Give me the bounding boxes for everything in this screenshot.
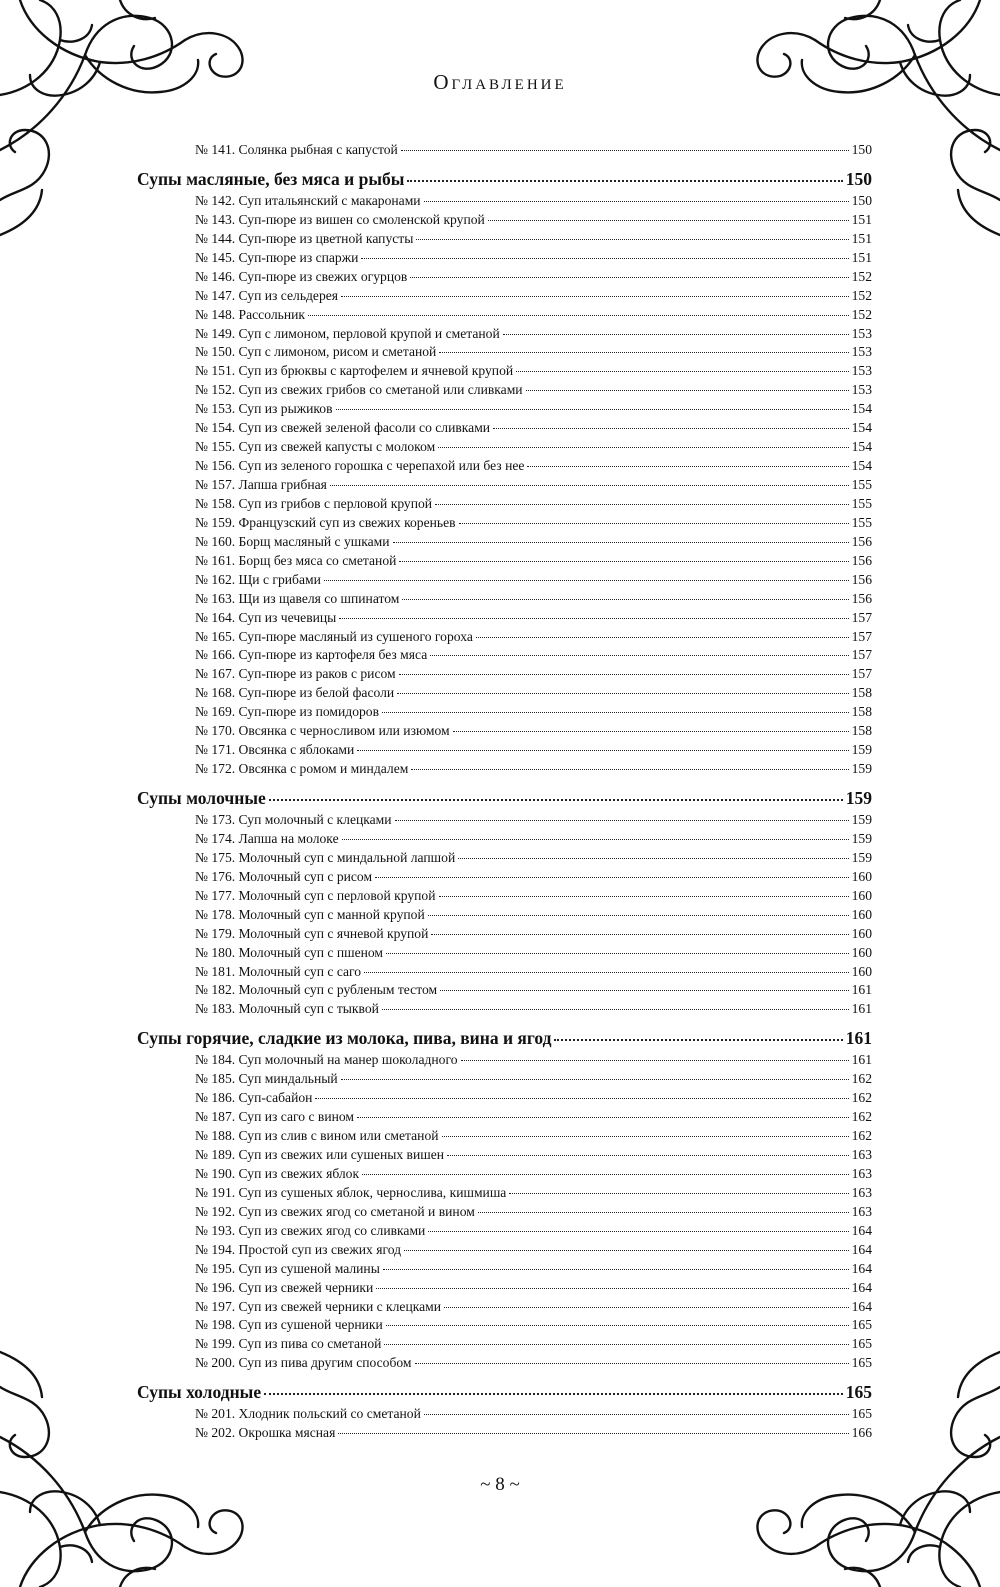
toc-page-number: 163: [851, 1184, 872, 1200]
toc-page-number: 162: [851, 1090, 872, 1106]
toc-label: № 150. Суп с лимоном, рисом и сметаной: [195, 344, 437, 360]
toc-entry[interactable]: [137, 590, 872, 609]
toc-label: № 177. Молочный суп с перловой крупой: [195, 887, 436, 903]
dot-leader: [401, 150, 849, 151]
dot-leader: [269, 799, 843, 801]
toc-entry[interactable]: [137, 362, 872, 381]
toc-page-number: 161: [851, 1052, 872, 1068]
toc-page-number: 157: [851, 609, 872, 625]
dot-leader: [404, 1250, 849, 1251]
toc-page-number: 160: [851, 906, 872, 922]
dot-leader: [399, 674, 849, 675]
dot-leader: [407, 180, 842, 182]
toc-page-number: 152: [851, 268, 872, 284]
page-title-text: Оглавление: [433, 70, 567, 94]
toc-page-number: 159: [851, 830, 872, 846]
dot-leader: [438, 447, 848, 448]
dot-leader: [264, 1393, 843, 1395]
toc-entry[interactable]: [137, 1184, 872, 1203]
dot-leader: [435, 504, 849, 505]
toc-entry[interactable]: [137, 1222, 872, 1241]
toc-entry[interactable]: [137, 1298, 872, 1317]
toc-section-heading[interactable]: [137, 785, 872, 811]
dot-leader: [442, 1136, 849, 1137]
dot-leader: [428, 915, 849, 916]
toc-entry[interactable]: [137, 1165, 872, 1184]
toc-entry[interactable]: [137, 1146, 872, 1165]
toc-entry[interactable]: [137, 419, 872, 438]
toc-page-number: 150: [845, 168, 872, 189]
toc-entry[interactable]: [137, 1108, 872, 1127]
dot-leader: [424, 201, 849, 202]
toc-page-number: 165: [851, 1406, 872, 1422]
toc-entry[interactable]: [137, 552, 872, 571]
toc-entry[interactable]: [137, 514, 872, 533]
dot-leader: [516, 371, 848, 372]
dot-leader: [384, 1344, 848, 1345]
toc-page-number: 159: [851, 849, 872, 865]
dot-leader: [397, 693, 848, 694]
dot-leader: [461, 1060, 849, 1061]
toc-page-number: 163: [851, 1147, 872, 1162]
toc-label: № 146. Суп-пюре из свежих огурцов: [195, 268, 408, 284]
toc-label: № 151. Суп из брюквы с картофелем и ячневой крупой: [195, 363, 514, 379]
toc-entry[interactable]: [137, 1241, 872, 1260]
dot-leader: [424, 1414, 849, 1415]
toc-entry[interactable]: [137, 495, 872, 514]
toc-page-number: 163: [851, 1203, 872, 1219]
dot-leader: [338, 1433, 848, 1434]
dot-leader: [447, 1155, 849, 1156]
toc-page-number: 159: [845, 788, 872, 808]
dot-leader: [339, 618, 848, 619]
toc-page-number: 162: [851, 1071, 872, 1087]
toc-label: № 171. Овсянка с яблоками: [195, 742, 355, 758]
dot-leader: [411, 769, 848, 770]
dot-leader: [308, 315, 849, 316]
dot-leader: [428, 1231, 848, 1232]
table-of-contents: [137, 141, 872, 1443]
toc-label: № 175. Молочный суп с миндальной лапшой: [195, 849, 456, 865]
dot-leader: [383, 1269, 849, 1270]
toc-entry[interactable]: [137, 1127, 872, 1146]
toc-label: № 154. Суп из свежей зеленой фасоли со сливками: [195, 420, 491, 436]
toc-page-number: 160: [851, 963, 872, 979]
toc-entry[interactable]: [137, 760, 872, 779]
toc-entry[interactable]: [137, 438, 872, 457]
toc-label: № 166. Суп-пюре из картофеля без мяса: [195, 647, 428, 663]
toc-entry[interactable]: [137, 1260, 872, 1279]
toc-entry[interactable]: [137, 703, 872, 722]
page-number: ~ 8 ~: [480, 1474, 520, 1495]
dot-leader: [476, 637, 849, 638]
toc-page-number: 159: [851, 812, 872, 827]
toc-entry[interactable]: [137, 609, 872, 628]
toc-label: № 184. Суп молочный на манер шоколадного: [195, 1052, 458, 1068]
toc-label: № 156. Суп из зеленого горошка с черепахой или без нее: [195, 458, 525, 474]
toc-label: № 200. Суп из пива другим способом: [195, 1355, 412, 1371]
toc-entry[interactable]: [137, 1051, 872, 1070]
dot-leader: [376, 1288, 848, 1289]
toc-label: № 172. Овсянка с ромом и миндалем: [195, 761, 409, 777]
toc-entry[interactable]: [137, 628, 872, 647]
toc-label: № 199. Суп из пива со сметаной: [195, 1336, 382, 1352]
toc-entry[interactable]: [137, 533, 872, 552]
dot-leader: [330, 485, 849, 486]
toc-page-number: 157: [851, 647, 872, 663]
dot-leader: [386, 1325, 849, 1326]
toc-page-number: 165: [845, 1382, 872, 1403]
toc-entry[interactable]: [137, 1203, 872, 1222]
dot-leader: [382, 712, 849, 713]
dot-leader: [431, 934, 848, 935]
dot-leader: [402, 599, 848, 600]
dot-leader: [364, 972, 849, 973]
toc-label: № 153. Суп из рыжиков: [195, 401, 333, 417]
toc-page-number: 158: [851, 723, 872, 739]
toc-entry[interactable]: [137, 325, 872, 344]
page-title: [0, 70, 1000, 95]
toc-label: № 201. Хлодник польский со сметаной: [195, 1406, 421, 1422]
toc-page-number: 156: [851, 590, 872, 606]
toc-entry[interactable]: [137, 981, 872, 1000]
toc-entry[interactable]: [137, 906, 872, 925]
dot-leader: [503, 334, 849, 335]
toc-label: № 152. Суп из свежих грибов со сметаной или сливками: [195, 382, 523, 398]
toc-entry[interactable]: [137, 868, 872, 887]
dot-leader: [361, 258, 848, 259]
toc-page-number: 154: [851, 401, 872, 417]
dot-leader: [440, 990, 848, 991]
toc-page-number: 152: [851, 287, 872, 303]
toc-page-number: 165: [851, 1336, 872, 1352]
toc-entry[interactable]: [137, 887, 872, 906]
toc-label: № 143. Суп-пюре из вишен со смоленской крупой: [195, 211, 485, 227]
dot-leader: [393, 542, 849, 543]
toc-page-number: 154: [851, 458, 872, 474]
dot-leader: [410, 277, 848, 278]
toc-label: Супы горячие, сладкие из молока, пива, вина и ягод: [137, 1028, 552, 1049]
toc-entry[interactable]: [137, 1424, 872, 1443]
dot-leader: [336, 409, 849, 410]
toc-entry[interactable]: [137, 1070, 872, 1089]
toc-label: № 197. Суп из свежей черники с клецками: [195, 1298, 442, 1314]
toc-label: № 144. Суп-пюре из цветной капусты: [195, 230, 414, 246]
toc-page-number: 154: [851, 439, 872, 455]
toc-entry[interactable]: [137, 230, 872, 249]
toc-label: № 189. Суп из свежих или сушеных вишен: [195, 1147, 445, 1162]
toc-entry[interactable]: [137, 830, 872, 849]
toc-page-number: 161: [851, 982, 872, 998]
toc-entry[interactable]: [137, 811, 872, 830]
toc-page-number: 163: [851, 1165, 872, 1181]
toc-page-number: 162: [851, 1128, 872, 1144]
toc-page-number: 164: [851, 1298, 872, 1314]
toc-label: № 169. Суп-пюре из помидоров: [195, 704, 379, 720]
dot-leader: [439, 352, 848, 353]
toc-entry[interactable]: [137, 457, 872, 476]
toc-page-number: 153: [851, 344, 872, 360]
toc-page-number: 151: [851, 249, 872, 265]
toc-entry[interactable]: [137, 944, 872, 963]
toc-entry[interactable]: [137, 1316, 872, 1335]
toc-page-number: 160: [851, 887, 872, 903]
toc-page-number: 157: [851, 628, 872, 644]
toc-label: № 179. Молочный суп с ячневой крупой: [195, 925, 429, 941]
toc-label: Супы холодные: [137, 1382, 262, 1403]
toc-entry[interactable]: [137, 571, 872, 590]
toc-entry[interactable]: [137, 381, 872, 400]
toc-label: № 167. Суп-пюре из раков с рисом: [195, 666, 396, 682]
toc-label: № 191. Суп из сушеных яблок, чернослива, кишмиша: [195, 1184, 507, 1200]
toc-label: № 157. Лапша грибная: [195, 477, 327, 492]
dot-leader: [395, 820, 849, 821]
toc-entry[interactable]: [137, 268, 872, 287]
dot-leader: [342, 839, 849, 840]
toc-entry[interactable]: [137, 306, 872, 325]
toc-entry[interactable]: [137, 1089, 872, 1108]
toc-label: № 181. Молочный суп с саго: [195, 963, 362, 979]
toc-page-number: 153: [851, 382, 872, 398]
dot-leader: [399, 561, 848, 562]
toc-entry[interactable]: [137, 1000, 872, 1019]
toc-page-number: 153: [851, 363, 872, 379]
toc-page-number: 161: [851, 1001, 872, 1017]
toc-label: № 161. Борщ без мяса со сметаной: [195, 552, 397, 568]
toc-label: № 148. Рассольник: [195, 306, 305, 322]
toc-section-heading[interactable]: [137, 166, 872, 192]
dot-leader: [362, 1174, 849, 1175]
toc-label: № 193. Суп из свежих ягод со сливками: [195, 1222, 426, 1238]
toc-label: № 164. Суп из чечевицы: [195, 609, 337, 625]
toc-page-number: 156: [851, 552, 872, 568]
toc-entry[interactable]: [137, 722, 872, 741]
toc-label: № 190. Суп из свежих яблок: [195, 1165, 360, 1181]
toc-label: № 170. Овсянка с черносливом или изюмом: [195, 723, 450, 739]
toc-label: № 186. Суп-сабайон: [195, 1090, 313, 1106]
toc-entry[interactable]: [137, 1354, 872, 1373]
toc-page-number: 158: [851, 685, 872, 701]
toc-entry[interactable]: [137, 684, 872, 703]
toc-page-number: 155: [851, 514, 872, 530]
dot-leader: [439, 896, 849, 897]
toc-page-number: 165: [851, 1355, 872, 1371]
toc-label: № 160. Борщ масляный с ушками: [195, 533, 390, 549]
toc-label: № 163. Щи из щавеля со шпинатом: [195, 590, 400, 606]
toc-label: № 180. Молочный суп с пшеном: [195, 944, 384, 960]
toc-entry[interactable]: [137, 343, 872, 362]
toc-label: № 202. Окрошка мясная: [195, 1425, 336, 1441]
toc-page-number: 155: [851, 477, 872, 492]
toc-page-number: 161: [845, 1028, 872, 1049]
toc-label: № 158. Суп из грибов с перловой крупой: [195, 495, 433, 511]
toc-label: Супы молочные: [137, 788, 266, 808]
toc-label: № 198. Суп из сушеной черники: [195, 1317, 383, 1333]
dot-leader: [493, 428, 849, 429]
toc-label: № 168. Суп-пюре из белой фасоли: [195, 685, 395, 701]
toc-page-number: 164: [851, 1222, 872, 1238]
dot-leader: [357, 1117, 849, 1118]
toc-label: № 173. Суп молочный с клецками: [195, 812, 392, 827]
toc-label: № 178. Молочный суп с манной крупой: [195, 906, 425, 922]
dot-leader: [324, 580, 849, 581]
toc-entry[interactable]: [137, 646, 872, 665]
dot-leader: [382, 1009, 849, 1010]
toc-page-number: 157: [851, 666, 872, 682]
toc-page-number: 162: [851, 1109, 872, 1125]
toc-entry[interactable]: [137, 1335, 872, 1354]
toc-label: № 183. Молочный суп с тыквой: [195, 1001, 379, 1017]
toc-entry[interactable]: [137, 849, 872, 868]
toc-page-number: 152: [851, 306, 872, 322]
toc-entry[interactable]: [137, 249, 872, 268]
toc-label: № 165. Суп-пюре масляный из сушеного гороха: [195, 628, 473, 644]
dot-leader: [554, 1039, 842, 1041]
toc-entry[interactable]: [137, 141, 872, 160]
dot-leader: [375, 877, 849, 878]
dot-leader: [386, 953, 849, 954]
toc-label: № 147. Суп из сельдерея: [195, 287, 339, 303]
dot-leader: [526, 390, 849, 391]
toc-entry[interactable]: [137, 476, 872, 495]
toc-label: № 159. Французский суп из свежих кореньев: [195, 514, 456, 530]
toc-page-number: 165: [851, 1317, 872, 1333]
toc-page-number: 160: [851, 925, 872, 941]
toc-label: № 187. Суп из саго с вином: [195, 1109, 355, 1125]
dot-leader: [527, 466, 848, 467]
dot-leader: [453, 731, 849, 732]
toc-entry[interactable]: [137, 1405, 872, 1424]
toc-entry[interactable]: [137, 665, 872, 684]
toc-label: № 142. Суп итальянский с макаронами: [195, 192, 421, 208]
toc-page-number: 160: [851, 868, 872, 884]
toc-label: № 196. Суп из свежей черники: [195, 1279, 374, 1295]
toc-page-number: 160: [851, 944, 872, 960]
toc-page-number: 164: [851, 1279, 872, 1295]
dot-leader: [478, 1212, 849, 1213]
dot-leader: [341, 296, 849, 297]
dot-leader: [341, 1079, 849, 1080]
toc-section-heading[interactable]: [137, 1379, 872, 1405]
dot-leader: [415, 1363, 849, 1364]
toc-page-number: 151: [851, 230, 872, 246]
toc-label: № 176. Молочный суп с рисом: [195, 868, 373, 884]
toc-label: № 195. Суп из сушеной малины: [195, 1260, 380, 1276]
toc-page-number: 166: [851, 1425, 872, 1441]
toc-label: № 149. Суп с лимоном, перловой крупой и сметаной: [195, 325, 500, 341]
toc-page-number: 150: [851, 192, 872, 208]
toc-page-number: 153: [851, 325, 872, 341]
dot-leader: [315, 1098, 848, 1099]
toc-label: № 185. Суп миндальный: [195, 1071, 338, 1087]
toc-label: № 188. Суп из слив с вином или сметаной: [195, 1128, 439, 1144]
toc-entry[interactable]: [137, 741, 872, 760]
dot-leader: [488, 220, 849, 221]
toc-label: № 192. Суп из свежих ягод со сметаной и вином: [195, 1203, 475, 1219]
toc-label: Супы масляные, без мяса и рыбы: [137, 168, 405, 189]
toc-page-number: 159: [851, 761, 872, 777]
toc-page-number: 155: [851, 495, 872, 511]
toc-entry[interactable]: [137, 211, 872, 230]
toc-entry[interactable]: [137, 963, 872, 982]
dot-leader: [509, 1193, 848, 1194]
toc-label: № 194. Простой суп из свежих ягод: [195, 1241, 402, 1257]
toc-page-number: 158: [851, 704, 872, 720]
toc-entry[interactable]: [137, 192, 872, 211]
toc-label: № 182. Молочный суп с рубленым тестом: [195, 982, 438, 998]
dot-leader: [416, 239, 848, 240]
toc-page-number: 156: [851, 571, 872, 587]
dot-leader: [458, 858, 848, 859]
toc-page-number: 164: [851, 1241, 872, 1257]
toc-section-heading[interactable]: [137, 1025, 872, 1051]
toc-page-number: 156: [851, 533, 872, 549]
toc-label: № 155. Суп из свежей капусты с молоком: [195, 439, 436, 455]
dot-leader: [430, 655, 848, 656]
toc-label: № 174. Лапша на молоке: [195, 830, 339, 846]
toc-page-number: 164: [851, 1260, 872, 1276]
dot-leader: [357, 750, 848, 751]
dot-leader: [459, 523, 849, 524]
toc-label: № 145. Суп-пюре из спаржи: [195, 249, 359, 265]
toc-page-number: 150: [851, 142, 872, 157]
toc-entry[interactable]: [137, 925, 872, 944]
toc-page-number: 151: [851, 211, 872, 227]
toc-entry[interactable]: [137, 287, 872, 306]
toc-page-number: 154: [851, 420, 872, 436]
toc-label: № 162. Щи с грибами: [195, 571, 321, 587]
dot-leader: [444, 1307, 849, 1308]
toc-label: № 141. Солянка рыбная с капустой: [195, 142, 398, 157]
toc-entry[interactable]: [137, 1279, 872, 1298]
toc-entry[interactable]: [137, 400, 872, 419]
toc-page-number: 159: [851, 742, 872, 758]
